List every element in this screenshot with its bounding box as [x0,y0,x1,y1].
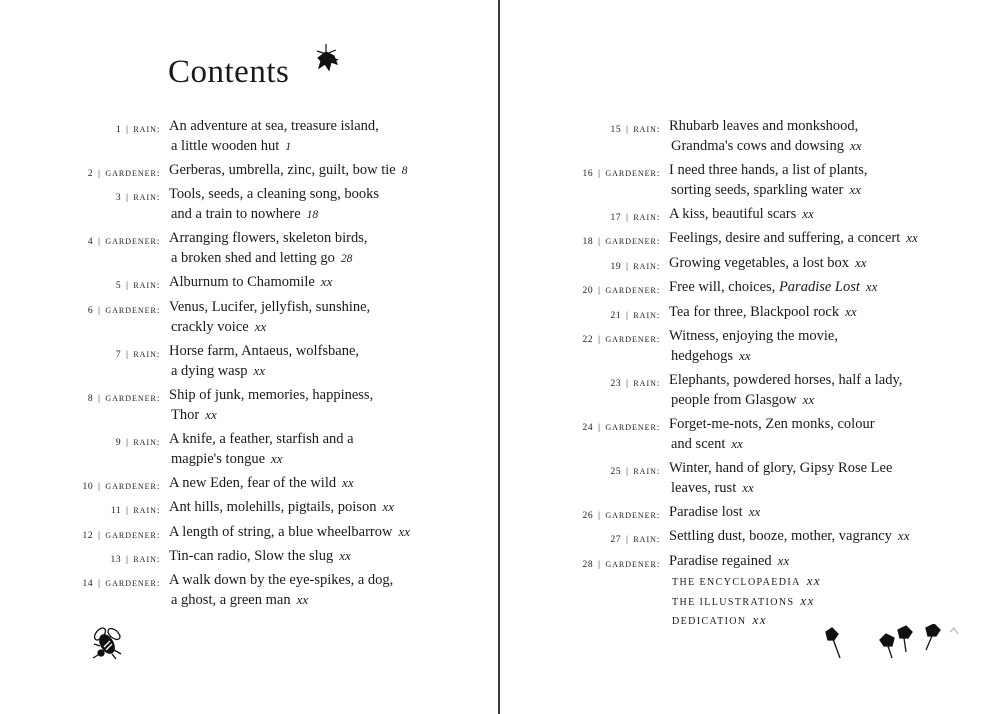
chapter-title-line: people from Glasgow [671,392,797,408]
chapter-title-line: a dying wasp [171,362,248,379]
page-number: 28 [340,253,353,266]
page-number: xx [906,230,918,246]
chapter-kind: rain [633,308,657,321]
chapter-title [169,160,407,181]
chapter-kind: rain [633,465,657,477]
chapter-title-line: sorting seeds, sparkling water [671,182,844,198]
chapter-number: 11 [110,506,122,517]
chapter-kind: gardener [605,235,657,248]
chapter-number: 15 [610,125,622,135]
chapter-title-line: Alburnum to Chamomile [169,274,315,291]
chapter-title-line: leaves, rust [671,480,737,496]
chapter-title-line: A walk down by the eye-spikes, a dog, [169,572,394,589]
left-page [0,0,498,714]
chapter-title [669,526,909,546]
chapter-kind: gardener [105,235,157,248]
chapter-kind: rain [133,279,157,292]
page-number: xx [320,274,333,290]
chapter-number: 23 [610,379,622,389]
page-number: xx [865,279,878,295]
chapter-title-line: A knife, a feather, starfish and a [169,430,354,447]
chapter-title-line: hedgehogs [671,348,734,364]
chapter-number: 8 [87,393,94,404]
chapter-label: 6 | gardener: [87,303,160,316]
chapter-number: 19 [610,261,622,272]
chapter-label: 17 | rain: [610,211,660,223]
bee-icon [88,622,126,660]
chapter-number: 25 [610,467,622,477]
chapter-title-line: Feelings, desire and suffering, a concert [669,230,901,247]
chapter-kind: rain [133,553,157,565]
chapter-label: 21 | rain: [610,308,660,321]
page-number: xx [739,348,751,363]
chapter-number: 4 [87,237,94,248]
chapter-title [669,204,814,224]
chapter-kind: rain [133,435,157,448]
chapter-title-line: Thor [171,406,200,423]
page-number: 8 [401,165,408,177]
chapter-title-italic: Paradise Lost [778,279,860,296]
page-number: xx [800,592,815,608]
chapter-title-line: Growing vegetables, a lost box [669,254,850,271]
chapter-title-line: Tools, seeds, a cleaning song, books [169,186,380,203]
chapter-kind: gardener [605,167,657,179]
chapter-title [169,184,379,225]
chapter-number: 12 [82,530,94,541]
chapter-title-line: Gerberas, umbrella, zinc, guilt, bow tie [169,162,396,178]
chapter-title [669,116,862,156]
chapter-title-line: a little wooden hut [171,138,280,154]
chapter-kind: rain [633,211,657,223]
chapter-number: 20 [582,286,594,297]
chapter-number: 1 [115,125,122,135]
chapter-kind: gardener [605,284,657,297]
chapter-label: 7 | rain: [115,347,160,360]
chapter-kind: rain [633,377,657,389]
chapter-title-line: Grandma's cows and dowsing [671,138,844,154]
chapter-title [669,551,789,571]
chapter-kind: gardener [105,303,157,316]
chapter-number: 24 [582,423,594,433]
chapter-title-line: An adventure at sea, treasure island, [169,118,379,134]
chapter-label: 28 | gardener: [582,557,660,570]
chapter-kind: gardener [105,391,157,404]
page-number: xx [777,552,790,568]
chapter-title [169,546,351,566]
chapter-label: 2 | gardener: [87,167,160,179]
page-number: xx [342,474,354,490]
page-title: Contents [168,54,290,90]
chapter-title [169,385,373,425]
chapter-label: 16 | gardener: [582,167,660,179]
chapter-title-line: Arranging flowers, skeleton birds, [169,230,368,247]
chapter-label: 24 | gardener: [582,421,660,433]
chapter-title-line: Winter, hand of glory, Gipsy Rose Lee [669,460,893,476]
chapter-label: 3 | rain: [115,191,160,204]
chapter-title [169,522,410,542]
chapter-label: 1 | rain: [115,123,160,135]
page-number: xx [382,499,394,515]
chapter-number: 22 [582,335,594,345]
chapter-title [169,570,393,610]
chapter-title-line: Settling dust, booze, mother, vagrancy [669,528,892,545]
chapter-label: 15 | rain: [610,123,660,135]
chapter-title [669,370,902,410]
back-matter-entry [672,573,821,589]
chapter-label: 11 | rain: [110,504,160,517]
page-number: xx [806,573,822,588]
chapter-title [169,429,354,469]
chapter-label: 25 | rain: [610,465,660,477]
chapter-label: 22 | gardener: [582,333,660,345]
chapter-title [169,228,368,269]
back-matter-entry [672,593,815,609]
chapter-kind: rain [133,504,157,517]
chapter-label: 23 | rain: [610,377,660,389]
chapter-kind: gardener [105,479,157,492]
chapter-number: 26 [582,511,594,521]
chapter-number: 7 [115,349,122,360]
page-number: xx [398,523,411,539]
chapter-number: 6 [87,305,94,316]
chapter-number: 17 [610,213,622,223]
page-number: xx [271,450,283,466]
chapter-title [669,458,892,498]
page-number: xx [742,480,754,495]
chapter-label: 5 | rain: [115,279,160,292]
page-number: xx [748,504,761,519]
chapter-number: 16 [582,169,594,179]
chapter-title [169,497,394,517]
chapter-title-line: Tin-can radio, Slow the slug [169,548,334,564]
chapter-number: 9 [115,437,122,448]
chapter-label: 14 | gardener: [82,577,160,590]
chapter-label: 18 | gardener: [582,235,660,248]
chapter-kind: rain [633,123,657,135]
chapter-label: 9 | rain: [115,435,160,448]
chapter-number: 28 [582,559,594,570]
page-number: xx [897,528,910,544]
chapter-title-line: A new Eden, fear of the wild [169,474,337,491]
page-number: 18 [306,209,319,222]
page-number: xx [205,406,217,422]
chapter-title-line: Paradise lost [669,504,743,520]
page-number: xx [339,548,351,563]
chapter-title [669,326,838,366]
chapter-title-line: Elephants, powdered horses, half a lady, [669,372,903,388]
back-matter-entry [672,612,767,628]
page-number: xx [253,362,266,378]
chapter-title-line: I need three hands, a list of plants, [669,162,868,178]
chapter-kind: gardener [105,528,157,541]
chapter-number: 2 [87,169,94,179]
chapter-number: 14 [82,579,94,590]
chapter-label: 12 | gardener: [82,528,160,541]
right-page [500,0,1000,714]
chapter-title-line: Tea for three, Blackpool rock [669,303,840,320]
chapter-title-line: a ghost, a green man [171,592,291,609]
chapter-number: 18 [582,237,594,248]
chapter-title [669,302,857,322]
chapter-title-line: A length of string, a blue wheelbarrow [169,523,393,540]
chapter-title [669,253,867,273]
chapter-kind: gardener [605,333,657,345]
chapter-kind: rain [133,347,157,360]
page-number: 1 [285,141,292,153]
chapter-title [169,473,354,493]
chapter-kind: gardener [605,509,657,521]
chapter-label: 4 | gardener: [87,235,160,248]
page-number: xx [731,436,743,451]
chapter-title-line: and a train to nowhere [171,206,301,223]
chapter-label: 27 | rain: [610,533,660,546]
chapter-kind: gardener [105,577,157,590]
chapter-label: 8 | gardener: [87,391,160,404]
page-number: xx [802,392,815,407]
chapter-kind: rain [633,259,657,272]
back-matter-label: DEDICATION [672,616,747,627]
page-number: xx [849,138,862,153]
page-number: xx [802,206,814,221]
page-number: xx [254,318,267,334]
chapter-kind: gardener [605,557,657,570]
page-number: xx [849,182,861,197]
chapter-title [669,414,875,454]
chapter-number: 21 [610,310,622,321]
page-number: xx [855,254,867,270]
chapter-title-line: a broken shed and letting go [171,250,335,267]
chapter-number: 10 [82,481,94,492]
chapter-number: 27 [610,535,622,546]
dandelion-icon [315,42,339,72]
chapter-label: 13 | rain: [110,553,160,565]
chapter-title [669,502,760,522]
chapter-title [169,116,379,157]
chapter-title-line: magpie's tongue [171,450,266,467]
chapter-title-line: Forget-me-nots, Zen monks, colour [669,416,875,432]
chapter-number: 13 [110,555,122,565]
chapter-label: 19 | rain: [610,259,660,272]
chapter-label: 10 | gardener: [82,479,160,492]
chapter-kind: gardener [105,167,157,179]
page-number: xx [845,303,857,319]
chapter-kind: rain [633,533,657,546]
chapter-title-line: Horse farm, Antaeus, wolfsbane, [169,342,360,359]
chapter-label: 26 | gardener: [582,509,660,521]
back-matter-label: THE ILLUSTRATIONS [672,596,795,608]
chapter-title-line: crackly voice [171,318,249,335]
chapter-title [669,160,868,200]
chapter-kind: rain [133,123,157,135]
chapter-title-line: Free will, choices, [669,279,776,296]
chapter-kind: rain [133,191,157,204]
chapter-title [169,272,332,292]
chapter-title-line: Witness, enjoying the movie, [669,328,838,344]
back-matter-label: THE ENCYCLOPAEDIA [672,577,801,588]
chapter-number: 3 [115,193,122,204]
chapter-title [669,277,877,297]
chapter-title [169,297,370,337]
page-number: xx [752,612,767,627]
chapter-title-line: Ant hills, molehills, pigtails, poison [169,499,377,516]
chapter-kind: gardener [605,421,657,433]
chapter-title-line: Venus, Lucifer, jellyfish, sunshine, [169,298,371,315]
chapter-label: 20 | gardener: [582,284,660,297]
chapter-title-line: A kiss, beautiful scars [669,206,797,222]
chapter-number: 5 [115,281,122,292]
chapter-title [169,341,359,381]
chapter-title-line: Rhubarb leaves and monkshood, [669,118,859,134]
chapter-title-line: Ship of junk, memories, happiness, [169,386,374,403]
page-number: xx [296,592,309,608]
chapter-title-line: and scent [671,436,726,452]
dandelion-flowers-icon [822,624,962,664]
chapter-title-line: Paradise regained [669,552,772,569]
chapter-title [669,228,918,248]
